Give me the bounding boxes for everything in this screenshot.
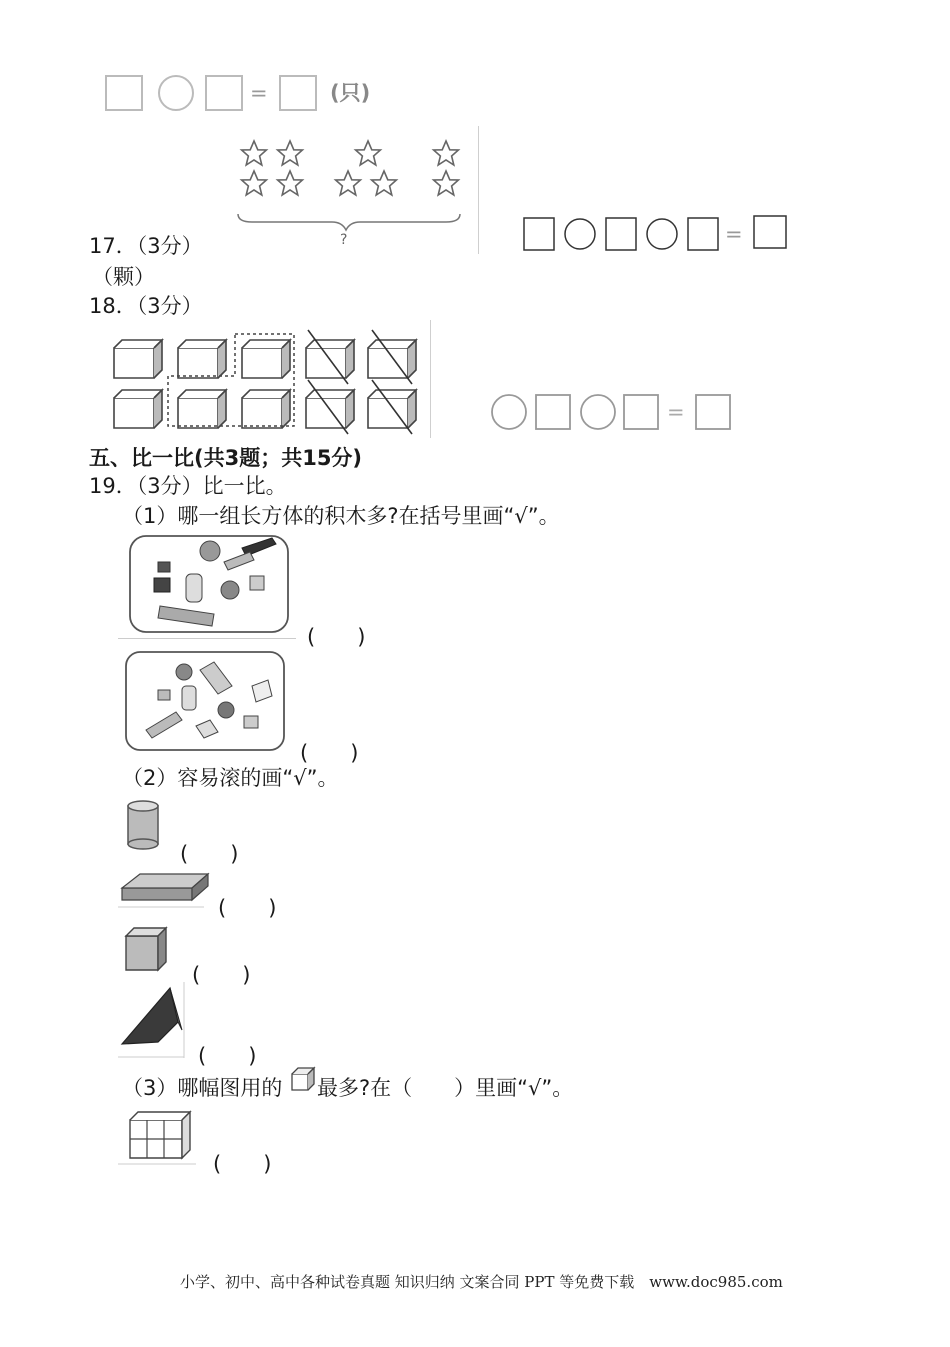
q19-label: 19．（3分）比一比。 (89, 474, 287, 498)
q18-cuboids-figure (110, 326, 430, 436)
page-footer: 小学、初中、高中各种试卷真题 知识归纳 文案合同 PPT 等免费下载 www.doc985.com (180, 1273, 783, 1291)
q17-question-mark: ? (340, 232, 348, 248)
q19-part3-paren-a[interactable]: ( ) (213, 1152, 272, 1176)
q19-group-a-baseline (118, 638, 296, 639)
q16-equation-boxes (104, 74, 344, 114)
q17-stars-figure (232, 132, 472, 257)
q19-part2-paren-cube[interactable]: ( ) (192, 963, 251, 987)
q19-part2-text: （2）容易滚的画“√”。 (122, 766, 339, 790)
q18-equation-boxes (490, 394, 740, 434)
q19-part2-paren-flat-cuboid[interactable]: ( ) (218, 896, 277, 920)
q19-part3-text-before: （3）哪幅图用的 (122, 1076, 283, 1100)
q16-unit: (只) (330, 81, 371, 105)
cube-shape (120, 924, 176, 974)
q19-part3-text-after: 最多?在（ ）里画“√”。 (317, 1076, 574, 1100)
q18-equals: = (667, 400, 685, 424)
q19-part1-paren-a[interactable]: ( ) (307, 625, 366, 649)
q16-equals: = (250, 81, 268, 105)
q19-part2-paren-pyramid[interactable]: ( ) (198, 1044, 257, 1068)
q19-blocks-group-b (122, 648, 292, 758)
pyramid-shape (118, 982, 188, 1058)
q17-equals: = (725, 222, 743, 246)
q17-label: 17．（3分） (89, 234, 203, 258)
small-cube-icon (290, 1066, 316, 1092)
q17-equation-boxes (522, 216, 792, 256)
section-5-title: 五、比一比(共3题；共15分) (89, 446, 363, 470)
q17-unit: （颗） (92, 265, 155, 289)
q19-part2-paren-cylinder[interactable]: ( ) (180, 842, 239, 866)
q18-label: 18．（3分） (89, 294, 203, 318)
q17-divider (478, 126, 479, 254)
flat-cuboid-shape (118, 862, 208, 908)
q19-part1-paren-b[interactable]: ( ) (300, 741, 359, 765)
q19-blocks-group-a (118, 534, 298, 640)
q18-divider (430, 320, 431, 438)
q19-part3-cube-stack-a (118, 1108, 204, 1168)
cylinder-shape (120, 796, 170, 852)
q19-part1-text: （1）哪一组长方体的积木多?在括号里画“√”。 (122, 504, 560, 528)
